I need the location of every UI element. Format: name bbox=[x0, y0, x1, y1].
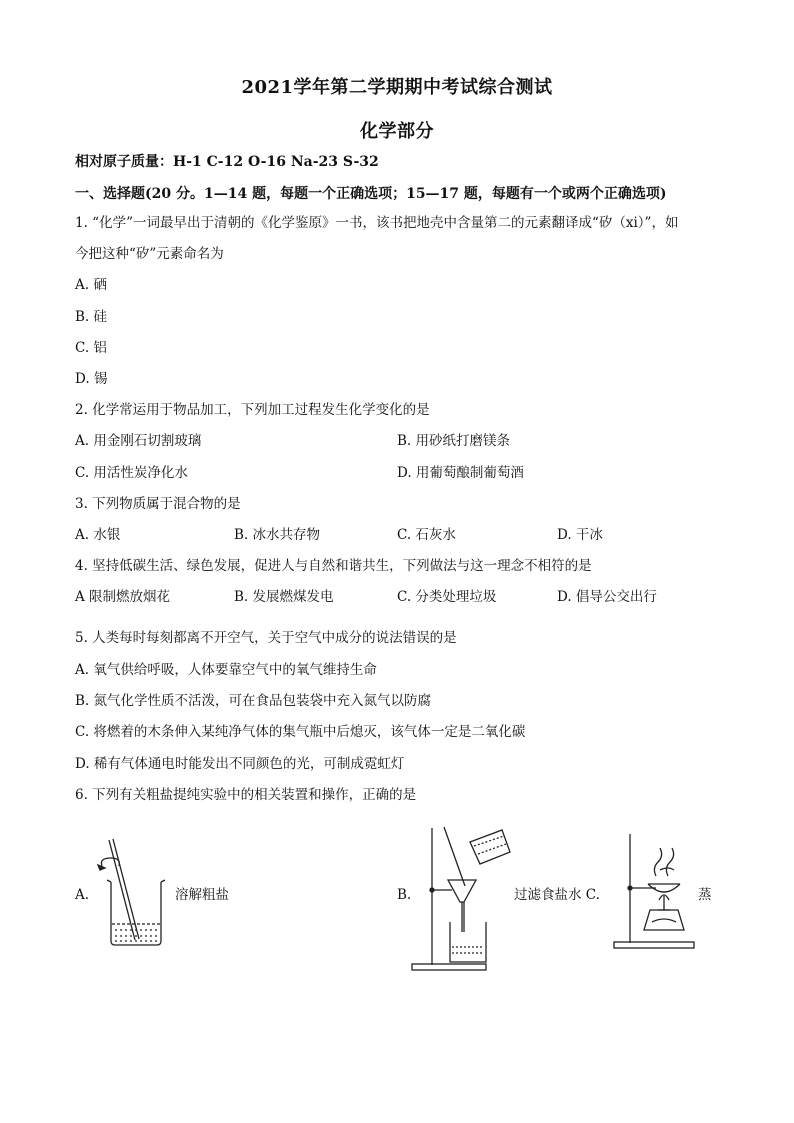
question-1-stem-line1: 1. “化学”一词最早出于清朝的《化学鉴原》一书，该书把地壳中含量第二的元素翻译成“矽（xi）”，如 bbox=[75, 215, 679, 231]
question-5-option-d[interactable]: D. 稀有气体通电时能发出不同颜色的光，可制成霓虹灯 bbox=[75, 756, 405, 772]
question-2-option-a[interactable]: A. 用金刚石切割玻璃 bbox=[75, 433, 202, 449]
question-2-option-b[interactable]: B. 用砂纸打磨镁条 bbox=[397, 433, 511, 449]
question-6-option-b-caption: 过滤食盐水 C. bbox=[514, 887, 600, 903]
question-1-option-c[interactable]: C. 铝 bbox=[75, 340, 107, 356]
question-5-stem: 5. 人类每时每刻都离不开空气，关于空气中成分的说法错误的是 bbox=[75, 630, 457, 646]
section-title: 一、选择题(20 分。1—14 题，每题一个正确选项；15—17 题，每题有一个或两个正确选项) bbox=[75, 186, 667, 202]
question-6-option-a-label[interactable]: A. bbox=[75, 887, 90, 903]
question-4-option-b[interactable]: B. 发展燃煤发电 bbox=[234, 589, 334, 605]
question-4-option-a[interactable]: A 限制燃放烟花 bbox=[75, 589, 171, 605]
question-5-option-b[interactable]: B. 氮气化学性质不活泼，可在食品包装袋中充入氮气以防腐 bbox=[75, 693, 432, 709]
question-3-option-a[interactable]: A. 水银 bbox=[75, 527, 121, 543]
question-3-option-b[interactable]: B. 冰水共存物 bbox=[234, 527, 321, 543]
question-5-option-c[interactable]: C. 将燃着的木条伸入某纯净气体的集气瓶中后熄灭，该气体一定是二氧化碳 bbox=[75, 724, 526, 740]
question-3-option-d[interactable]: D. 干冰 bbox=[557, 527, 603, 543]
question-1-option-b[interactable]: B. 硅 bbox=[75, 309, 108, 325]
evaporation-apparatus-illustration[interactable] bbox=[612, 830, 702, 950]
question-4-stem: 4. 坚持低碳生活、绿色发展，促进人与自然和谐共生，下列做法与这一理念不相符的是 bbox=[75, 558, 592, 574]
question-6-option-c-caption: 蒸 bbox=[698, 887, 712, 903]
question-6-option-b-label[interactable]: B. bbox=[397, 887, 412, 903]
question-2-option-c[interactable]: C. 用活性炭净化水 bbox=[75, 465, 188, 481]
question-5-option-a[interactable]: A. 氧气供给呼吸，人体要靠空气中的氧气维持生命 bbox=[75, 662, 377, 678]
question-1-stem-line2: 今把这种“矽”元素命名为 bbox=[75, 246, 224, 262]
dissolving-beaker-illustration[interactable] bbox=[95, 836, 175, 951]
question-4-option-c[interactable]: C. 分类处理垃圾 bbox=[397, 589, 497, 605]
question-3-option-c[interactable]: C. 石灰水 bbox=[397, 527, 456, 543]
filtration-apparatus-illustration[interactable] bbox=[410, 822, 520, 972]
question-6-stem: 6. 下列有关粗盐提纯实验中的相关装置和操作，正确的是 bbox=[75, 787, 417, 803]
question-4-option-d[interactable]: D. 倡导公交出行 bbox=[557, 589, 657, 605]
question-1-option-d[interactable]: D. 锡 bbox=[75, 371, 108, 387]
question-6-option-a-caption: 溶解粗盐 bbox=[175, 887, 229, 903]
question-2-option-d[interactable]: D. 用葡萄酿制葡萄酒 bbox=[397, 465, 524, 481]
question-2-stem: 2. 化学常运用于物品加工，下列加工过程发生化学变化的是 bbox=[75, 402, 430, 418]
page-title: 2021学年第二学期期中考试综合测试 bbox=[241, 77, 553, 98]
question-1-option-a[interactable]: A. 硒 bbox=[75, 277, 107, 293]
question-3-stem: 3. 下列物质属于混合物的是 bbox=[75, 496, 241, 512]
atomic-masses: 相对原子质量：H-1 C-12 O-16 Na-23 S-32 bbox=[75, 154, 379, 170]
page-subtitle: 化学部分 bbox=[360, 121, 434, 142]
